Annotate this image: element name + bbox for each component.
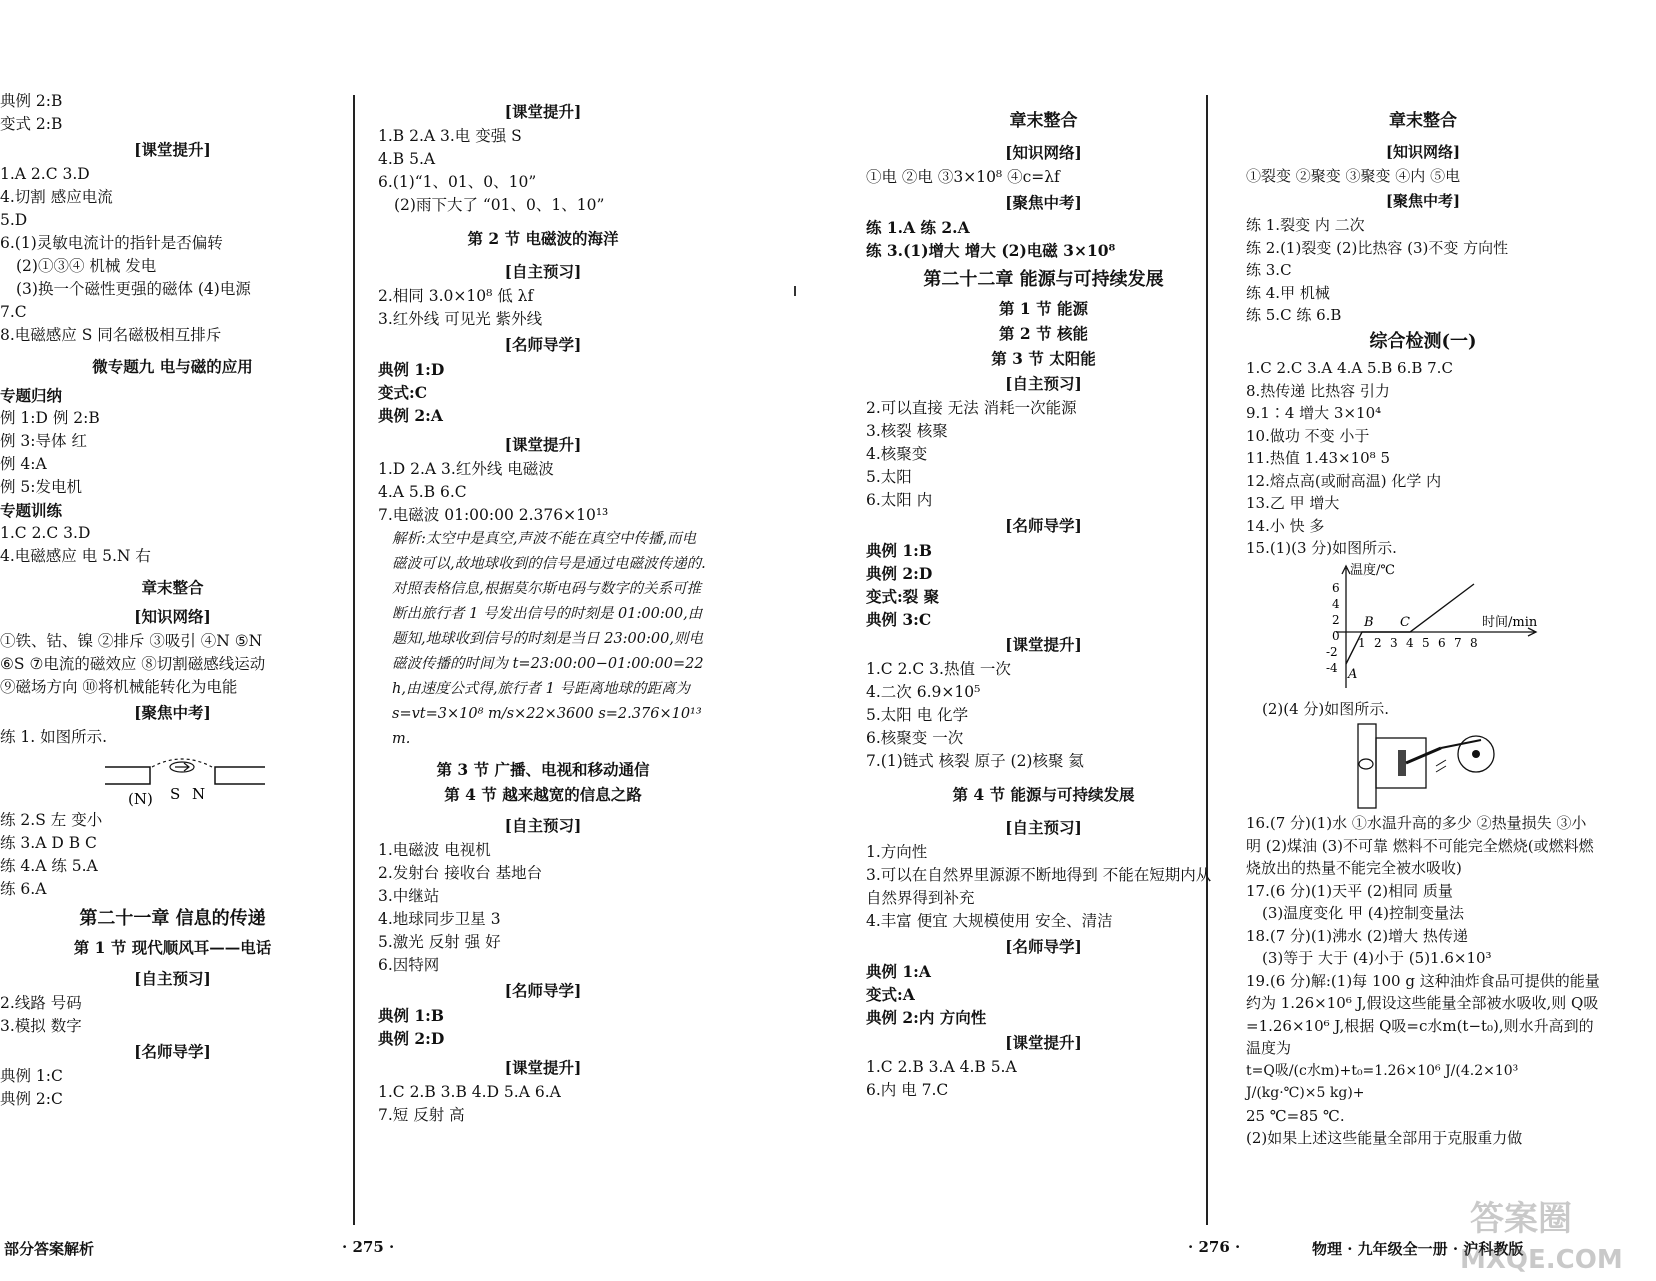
- answer-line: 1.C 2.B 3.B 4.D 5.A 6.A: [378, 1083, 561, 1101]
- answer-line: 1.C 2.C 3.热值 一次: [866, 660, 1011, 678]
- magnet-diagram: [0, 749, 280, 809]
- answer-line: 4.B 5.A: [378, 150, 436, 168]
- answer-line: 4.A 5.B 6.C: [378, 483, 467, 501]
- answer-line: 典例 1:C: [0, 1067, 63, 1085]
- answer-line: 3.中继站: [378, 887, 440, 905]
- answer-line: 5.太阳 电 化学: [866, 706, 969, 724]
- answer-line: 2.线路 号码: [0, 994, 82, 1012]
- section-heading: [自主预习]: [504, 262, 582, 281]
- chapter-title: 第二十二章 能源与可持续发展: [923, 269, 1164, 290]
- answer-line: (3)换一个磁性更强的磁体 (4)电源: [16, 280, 251, 298]
- answer-line: 典例 2:内 方向性: [866, 1008, 987, 1027]
- answer-line: (3)温度变化 甲 (4)控制变量法: [1262, 904, 1465, 922]
- answer-line: ①电 ②电 ③3×10⁸ ④c=λf: [866, 168, 1060, 186]
- answer-line: 练 3.A D B C: [0, 834, 97, 852]
- section-heading: [知识网络]: [134, 607, 211, 626]
- answer-line: 典例 1:D: [378, 360, 445, 379]
- page-number: · 275 ·: [342, 1238, 395, 1256]
- answer-line: 练 1.A 练 2.A: [866, 218, 970, 237]
- answer-line: ①裂变 ②聚变 ③聚变 ④内 ⑤电: [1246, 167, 1461, 185]
- pole-label: N: [192, 785, 206, 803]
- answer-line: 1.D 2.A 3.红外线 电磁波: [378, 460, 554, 478]
- y-tick: 0: [1332, 628, 1340, 643]
- answer-line: 典例 2:D: [866, 564, 933, 583]
- x-tick: 3: [1390, 635, 1398, 650]
- x-tick: 1: [1358, 635, 1366, 650]
- answer-line: 4.丰富 便宜 大规模使用 安全、清洁: [866, 912, 1113, 930]
- answer-line: 练 1. 如图所示.: [0, 728, 108, 746]
- column-1: [0, 90, 345, 1111]
- answer-line: 典例 2:D: [378, 1029, 445, 1048]
- answer-line: 1.方向性: [866, 843, 928, 861]
- answer-line: ⑨磁场方向 ⑩将机械能转化为电能: [0, 678, 238, 696]
- chapter-summary-title: 章末整合: [141, 578, 204, 597]
- section-title: 第 1 节 现代顺风耳——电话: [73, 938, 272, 957]
- x-axis-label: 时间/min: [1482, 614, 1538, 630]
- subheading: 专题归纳: [0, 386, 63, 405]
- column-2: [378, 98, 708, 1127]
- section-heading: [聚焦中考]: [1005, 193, 1082, 212]
- footer-left-title: 部分答案解析: [4, 1240, 95, 1258]
- answer-line: (2)雨下大了 “01、0、1、10”: [394, 196, 605, 214]
- answer-line: 1.B 2.A 3.电 变强 S: [378, 127, 522, 145]
- watermark-logo: [1450, 1180, 1623, 1280]
- engine-diagram: [1336, 720, 1656, 812]
- answer-line: 13.乙 甲 增大: [1246, 494, 1340, 512]
- answer-line: 16.(7 分)(1)水 ①水温升高的多少 ②热量损失 ③小明 (2)煤油 (3)不可靠 燃料不可能完全燃烧(或燃料燃烧放出的热量不能完全被水吸收): [1246, 814, 1594, 877]
- test-title: 综合检测(一): [1369, 330, 1477, 352]
- answer-line: 典例 1:A: [866, 962, 931, 981]
- answer-line: 3.可以在自然界里源源不断地得到 不能在短期内从自然界得到补充: [866, 866, 1212, 907]
- section-title: 第 3 节 太阳能: [991, 349, 1096, 368]
- answer-line: 练 3.(1)增大 增大 (2)电磁 3×10⁸: [866, 241, 1116, 260]
- column-divider: [353, 95, 355, 1225]
- answer-line: 6.因特网: [378, 956, 440, 974]
- answer-line: 7.短 反射 高: [378, 1106, 465, 1124]
- answer-line: 6.太阳 内: [866, 491, 933, 509]
- section-heading: [名师导学]: [1005, 937, 1082, 956]
- section-title: 第 2 节 核能: [999, 324, 1088, 343]
- section-heading: [自主预习]: [134, 969, 211, 988]
- section-heading: [课堂提升]: [504, 435, 582, 454]
- x-tick: 6: [1438, 635, 1446, 650]
- answer-line: 3.模拟 数字: [0, 1017, 82, 1035]
- explanation-paragraph: 解析:太空中是真空,声波不能在真空中传播,而电磁波可以,故地球收到的信号是通过电磁波传递的.对照表格信息,根据莫尔斯电码与数字的关系可推断出旅行者 1 号发出信号的时刻是 01:00:00,由题知,地球收到信号的时刻是当日 23:00:00,则电磁波传播的时间为 t=23:00:00−01:00:00=22 h,由速度公式得,旅行者 1 号距离地球的距离为 s=vt=3×10⁸ m/s×22×3600 s=2.376×10¹³ m.: [392, 531, 706, 747]
- answer-line: 3.核裂 核聚: [866, 422, 948, 440]
- answer-line: 3.红外线 可见光 紫外线: [378, 310, 543, 328]
- answer-line: 变式:裂 聚: [866, 587, 940, 606]
- answer-line: 变式:C: [378, 383, 428, 402]
- section-heading: [课堂提升]: [1005, 1033, 1082, 1052]
- answer-line: 8.电磁感应 S 同名磁极相互排斥: [0, 326, 222, 344]
- answer-line: 变式:A: [866, 985, 915, 1004]
- answer-line: 7.(1)链式 核裂 原子 (2)核聚 氦: [866, 752, 1084, 770]
- x-tick: 4: [1406, 635, 1414, 650]
- column-4: [1246, 108, 1600, 1150]
- page-number: · 276 ·: [1188, 1238, 1241, 1256]
- point-label: B: [1364, 614, 1374, 630]
- answer-line: 例 3:导体 红: [0, 432, 87, 450]
- answer-line: 例 1:D 例 2:B: [0, 409, 100, 427]
- answer-line: 例 5:发电机: [0, 478, 83, 496]
- section-title: 第 2 节 电磁波的海洋: [467, 229, 619, 248]
- column-3: [866, 108, 1221, 1102]
- answer-line: 8.热传递 比热容 引力: [1246, 381, 1390, 400]
- answer-line: 练 2.S 左 变小: [0, 811, 103, 829]
- answer-line: 6.内 电 7.C: [866, 1081, 949, 1099]
- answer-line: 15.(1)(3 分)如图所示.: [1246, 539, 1397, 557]
- y-tick: 2: [1332, 612, 1340, 627]
- answer-line: 4.电磁感应 电 5.N 右: [0, 547, 151, 565]
- y-tick: 4: [1332, 596, 1340, 611]
- answer-line: 25 ℃=85 ℃.: [1246, 1106, 1345, 1125]
- answer-line: 7.C: [0, 303, 27, 321]
- answer-line: 2.发射台 接收台 基地台: [378, 864, 543, 882]
- temperature-time-graph: [1276, 560, 1596, 698]
- answer-line: 练 4.甲 机械: [1246, 283, 1330, 302]
- section-heading: [自主预习]: [504, 816, 582, 835]
- answer-line: 1.电磁波 电视机: [378, 841, 491, 859]
- answer-line: (2)(4 分)如图所示.: [1262, 699, 1390, 718]
- answer-line: 6.(1)灵敏电流计的指针是否偏转: [0, 234, 223, 252]
- section-heading: [聚焦中考]: [1385, 191, 1461, 210]
- section-title: 第 4 节 能源与可持续发展: [952, 785, 1135, 804]
- section-heading: [课堂提升]: [134, 140, 211, 159]
- pole-label: (N): [128, 790, 153, 808]
- formula-line: t=Q吸/(c水m)+t₀=1.26×10⁶ J/(4.2×10³ J/(kg·℃)×5 kg)+: [1246, 1062, 1519, 1101]
- answer-line: 18.(7 分)(1)沸水 (2)增大 热传递: [1246, 926, 1468, 945]
- answer-line: 11.热值 1.43×10⁸ 5: [1246, 449, 1391, 467]
- x-tick: 8: [1470, 635, 1478, 650]
- x-tick: 5: [1422, 635, 1430, 650]
- section-title: 第 3 节 广播、电视和移动通信: [436, 760, 650, 779]
- footer-right-title: 物理 · 九年级全一册 · 沪科教版: [1312, 1240, 1524, 1258]
- answer-line: 1.C 2.C 3.D: [0, 524, 91, 542]
- section-heading: [名师导学]: [134, 1042, 211, 1061]
- subheading: 专题训练: [0, 501, 63, 520]
- answer-line: 1.C 2.C 3.A 4.A 5.B 6.B 7.C: [1246, 359, 1453, 377]
- answer-line: 练 1.裂变 内 二次: [1246, 216, 1365, 234]
- answer-line: 典例 1:B: [866, 541, 933, 560]
- section-title: 第 1 节 能源: [999, 299, 1088, 318]
- answer-line: (2)①③④ 机械 发电: [16, 257, 157, 275]
- answer-line: 典例 3:C: [866, 610, 932, 629]
- section-heading: [课堂提升]: [1005, 635, 1082, 654]
- y-axis-label: 温度/℃: [1350, 562, 1395, 578]
- answer-line: 19.(6 分)解:(1)每 100 g 这种油炸食品可提供的能量约为 1.26×10⁶ J,假设这些能量全部被水吸收,则 Q吸=1.26×10⁶ J,根据 Q吸=c水m(t−t₀),则水升高到的温度为: [1246, 971, 1600, 1057]
- section-heading: [知识网络]: [1385, 142, 1461, 161]
- answer-line: (2)如果上述这些能量全部用于克服重力做: [1246, 1129, 1523, 1147]
- section-heading: [名师导学]: [504, 981, 582, 1000]
- answer-line: 典例 2:C: [0, 1090, 63, 1108]
- pole-label: S: [170, 785, 181, 803]
- answer-line: 4.二次 6.9×10⁵: [866, 683, 981, 701]
- answer-line: 4.切割 感应电流: [0, 188, 113, 206]
- answer-line: 5.太阳: [866, 468, 912, 486]
- answer-line: 5.激光 反射 强 好: [378, 933, 501, 951]
- watermark-url: MXQE.COM: [1460, 1245, 1623, 1275]
- answer-line: 变式 2:B: [0, 115, 63, 133]
- answer-line: 1.C 2.B 3.A 4.B 5.A: [866, 1058, 1017, 1076]
- section-title: 第 4 节 越来越宽的信息之路: [444, 785, 642, 804]
- answer-line: 2.相同 3.0×10⁸ 低 λf: [378, 287, 534, 305]
- answer-line: 例 4:A: [0, 455, 47, 473]
- answer-line: 14.小 快 多: [1246, 516, 1325, 535]
- section-heading: [名师导学]: [1005, 516, 1082, 535]
- answer-line: 练 6.A: [0, 880, 47, 898]
- section-heading: [名师导学]: [504, 335, 582, 354]
- answer-line: 典例 1:B: [378, 1006, 445, 1025]
- answer-line: 典例 2:A: [378, 406, 443, 425]
- answer-line: ①铁、钴、镍 ②排斥 ③吸引 ④N ⑤N: [0, 632, 263, 650]
- answer-line: 练 4.A 练 5.A: [0, 857, 98, 875]
- x-tick: 2: [1374, 635, 1382, 650]
- answer-line: 4.核聚变: [866, 445, 928, 463]
- topic-title: 微专题九 电与磁的应用: [92, 357, 253, 376]
- chapter-summary-title: 章末整合: [1389, 111, 1457, 131]
- answer-line: 12.熔点高(或耐高温) 化学 内: [1246, 471, 1442, 490]
- chapter-summary-title: 章末整合: [1009, 111, 1078, 131]
- watermark-text: 答案圈: [1470, 1199, 1572, 1239]
- answer-line: 7.电磁波 01:00:00 2.376×10¹³: [378, 506, 609, 524]
- section-heading: [课堂提升]: [504, 1058, 582, 1077]
- scan-mark: [794, 286, 796, 296]
- answer-line: (3)等于 大于 (4)小于 (5)1.6×10³: [1262, 949, 1492, 967]
- y-tick: -2: [1326, 644, 1338, 659]
- point-label: C: [1400, 614, 1410, 630]
- answer-line: 练 2.(1)裂变 (2)比热容 (3)不变 方向性: [1246, 238, 1509, 257]
- answer-line: 6.(1)“1、01、0、10”: [378, 173, 537, 191]
- point-label: A: [1348, 666, 1358, 682]
- answer-line: 6.核聚变 一次: [866, 729, 964, 747]
- answer-line: 4.地球同步卫星 3: [378, 910, 501, 928]
- answer-line: 9.1∶4 增大 3×10⁴: [1246, 404, 1382, 422]
- y-tick: 6: [1332, 580, 1340, 595]
- answer-line: 2.可以直接 无法 消耗一次能源: [866, 399, 1077, 417]
- answer-line: 17.(6 分)(1)天平 (2)相同 质量: [1246, 881, 1453, 900]
- chapter-title: 第二十一章 信息的传递: [79, 908, 266, 929]
- answer-line: 练 3.C: [1246, 261, 1292, 279]
- x-tick: 7: [1454, 635, 1462, 650]
- answer-line: 典例 2:B: [0, 92, 63, 110]
- section-heading: [聚焦中考]: [134, 703, 211, 722]
- section-heading: [知识网络]: [1005, 143, 1082, 162]
- answer-line: 5.D: [0, 211, 28, 229]
- answer-line: 1.A 2.C 3.D: [0, 165, 90, 183]
- answer-line: 练 5.C 练 6.B: [1246, 306, 1342, 324]
- section-heading: [课堂提升]: [504, 102, 582, 121]
- answer-line: 10.做功 不变 小于: [1246, 426, 1370, 445]
- section-heading: [自主预习]: [1005, 374, 1082, 393]
- y-tick: -4: [1326, 660, 1338, 675]
- section-heading: [自主预习]: [1005, 818, 1082, 837]
- answer-line: ⑥S ⑦电流的磁效应 ⑧切割磁感线运动: [0, 655, 266, 673]
